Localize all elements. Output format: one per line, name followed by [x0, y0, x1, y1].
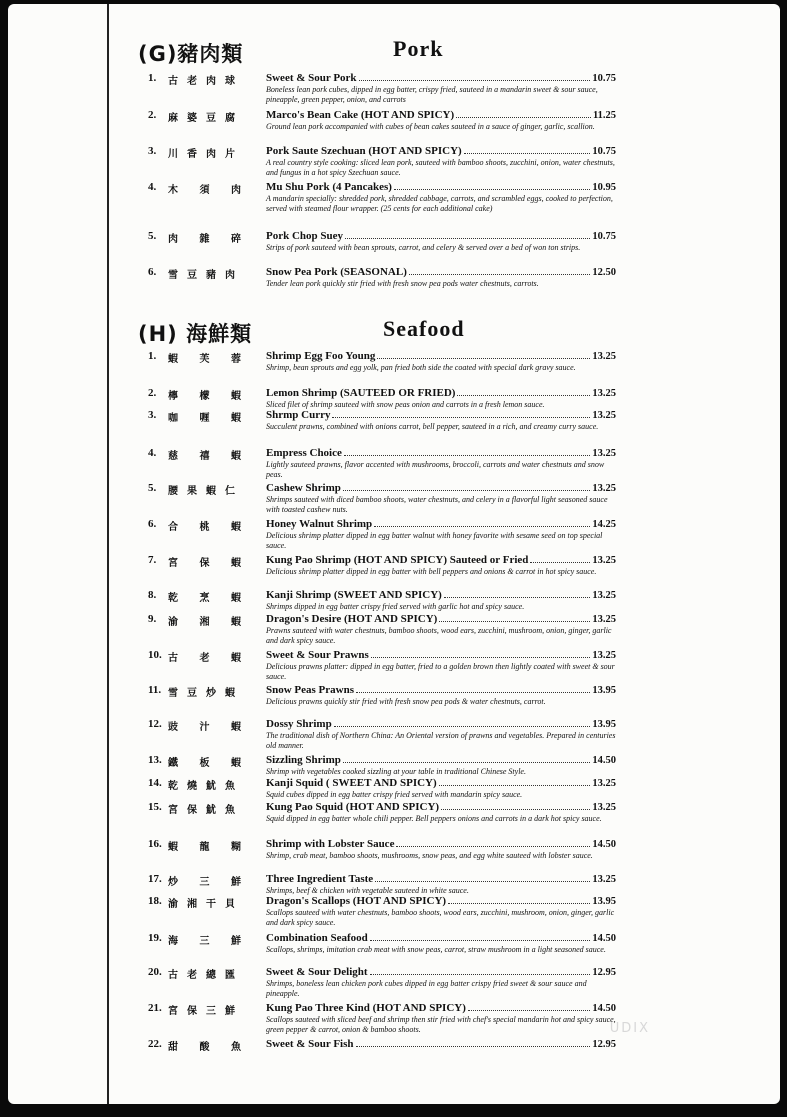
item-title-line: [266, 447, 616, 459]
item-price: 13.25: [592, 650, 616, 661]
dot-leader: [444, 596, 591, 598]
item-description: Delicious shrimp platter dipped in egg batter walnut with honey favorite with sesame seed on top special sauce.: [266, 531, 603, 550]
section-header: [138, 38, 658, 74]
item-price: 10.75: [592, 231, 616, 242]
item-name: Snow Peas Prawns: [266, 684, 355, 696]
watermark: UDIX: [609, 1021, 650, 1036]
item-price: 13.25: [592, 590, 616, 601]
dot-leader: [456, 116, 591, 118]
item-description: Scallops sauteed with water chestnuts, bamboo shoots, wood ears, zucchini, mushroom, onion, ginger, garlic and dark spicy sauce.: [266, 908, 615, 927]
item-number: 14.: [148, 777, 162, 789]
item-name-chinese: 咖 喱 蝦: [168, 413, 250, 424]
item-number: 3.: [148, 145, 157, 157]
item-name-chinese: 豉 汁 蝦: [168, 722, 250, 733]
item-title-line: [266, 895, 616, 907]
item-number: 22.: [148, 1038, 162, 1050]
item-name-chinese: 蝦 芙 蓉: [168, 354, 250, 365]
item-title-line: [266, 72, 616, 84]
item-price: 12.95: [592, 967, 616, 978]
item-name: Marco's Bean Cake (HOT AND SPICY): [266, 109, 455, 121]
item-name: Pork Saute Szechuan (HOT AND SPICY): [266, 145, 462, 157]
dot-leader: [344, 454, 590, 456]
item-title-line: [266, 266, 616, 278]
item-number: 6.: [148, 518, 157, 530]
section-header: [138, 318, 658, 354]
item-name: Dragon's Scallops (HOT AND SPICY): [266, 895, 447, 907]
item-description: Ground lean pork accompanied with cubes of bean cakes sauteed in a sauce of ginger, garlic, scallion.: [266, 122, 595, 131]
dot-leader: [464, 152, 591, 154]
item-name: Empress Choice: [266, 447, 342, 459]
item-name: Sweet & Sour Prawns: [266, 649, 369, 661]
item-description: Shrimp with vegetables cooked sizzling at your table in traditional Chinese Style.: [266, 767, 526, 776]
item-name-chinese: 鐵 板 蝦: [168, 758, 250, 769]
item-name-chinese: 宮保三鮮: [168, 1006, 244, 1017]
dot-leader: [394, 188, 590, 190]
item-name: Lemon Shrimp (SAUTEED OR FRIED): [266, 387, 456, 399]
dot-leader: [332, 416, 590, 418]
item-number: 12.: [148, 718, 162, 730]
item-title-line: [266, 409, 616, 421]
item-title-line: [266, 230, 616, 242]
item-number: 2.: [148, 387, 157, 399]
dot-leader: [343, 489, 591, 491]
item-number: 11.: [148, 684, 162, 696]
item-number: 13.: [148, 754, 162, 766]
item-price: 11.25: [592, 110, 616, 121]
item-name: Shrimp with Lobster Sauce: [266, 838, 395, 850]
item-title-line: [266, 838, 616, 850]
dot-leader: [356, 1045, 591, 1047]
item-price: 14.50: [592, 839, 616, 850]
item-name: Sweet & Sour Pork: [266, 72, 357, 84]
item-name-chinese: 雪豆炒蝦: [168, 688, 244, 699]
item-title-line: [266, 754, 616, 766]
dot-leader: [371, 656, 591, 658]
item-number: 8.: [148, 589, 157, 601]
item-price: 14.25: [592, 519, 616, 530]
item-number: 18.: [148, 895, 162, 907]
item-name: Kung Pao Squid (HOT AND SPICY): [266, 801, 440, 813]
item-description: The traditional dish of Northern China: An Oriental version of prawns and vegetables. Prepared in centuries old manner.: [266, 731, 616, 750]
item-description: Prawns sauteed with water chestnuts, bamboo shoots, wood ears, zucchini, mushroom, onion, ginger, garlic and dark spicy sauce.: [266, 626, 612, 645]
item-title-line: [266, 387, 616, 399]
item-title-line: [266, 350, 616, 362]
item-name-chinese: 海 三 鮮: [168, 936, 250, 947]
item-title-line: [266, 1002, 616, 1014]
item-price: 13.95: [592, 896, 616, 907]
item-price: 13.25: [592, 802, 616, 813]
item-name-chinese: 肉 雜 碎: [168, 234, 250, 245]
item-number: 5.: [148, 482, 157, 494]
item-description: Shrimps, beef & chicken with vegetable sauteed in white sauce.: [266, 886, 469, 895]
dot-leader: [396, 845, 590, 847]
item-description: Squid dipped in egg batter whole chili pepper. Bell peppers onions and carrots in a dark hot spicy sauce.: [266, 814, 602, 823]
item-name-chinese: 檸 檬 蝦: [168, 391, 250, 402]
item-number: 17.: [148, 873, 162, 885]
item-name-chinese: 古老肉球: [168, 76, 244, 87]
item-title-line: [266, 554, 616, 566]
item-description: Shrimps, boneless lean chicken pork cubes dipped in egg batter crispy fried sweet & sour sauce and pineapple.: [266, 979, 587, 998]
item-number: 10.: [148, 649, 162, 661]
item-description: Squid cubes dipped in egg batter crispy fried served with mandarin spicy sauce.: [266, 790, 523, 799]
item-name: Snow Pea Pork (SEASONAL): [266, 266, 407, 278]
item-price: 10.95: [592, 182, 616, 193]
item-name-chinese: 木 須 肉: [168, 185, 250, 196]
item-name: Dragon's Desire (HOT AND SPICY): [266, 613, 438, 625]
item-name: Cashew Shrimp: [266, 482, 341, 494]
item-number: 21.: [148, 1002, 162, 1014]
dot-leader: [375, 880, 590, 882]
item-price: 12.50: [592, 267, 616, 278]
dot-leader: [370, 973, 591, 975]
item-name-chinese: 古老總匯: [168, 970, 244, 981]
item-number: 4.: [148, 447, 157, 459]
item-price: 14.50: [592, 933, 616, 944]
item-name: Shrimp Egg Foo Young: [266, 350, 376, 362]
section-title-chinese: (G)豬肉類: [138, 42, 244, 66]
item-description: Lightly sauteed prawns, flavor accented with mushrooms, broccoli, carrots and water chestnuts and snow peas.: [266, 460, 605, 479]
item-price: 13.25: [592, 483, 616, 494]
item-number: 1.: [148, 72, 157, 84]
item-name-chinese: 合 桃 蝦: [168, 522, 250, 533]
item-name-chinese: 渝 湘 蝦: [168, 617, 250, 628]
item-title-line: [266, 718, 616, 730]
item-name: Honey Walnut Shrimp: [266, 518, 373, 530]
item-name: Shrmp Curry: [266, 409, 331, 421]
item-price: 13.95: [592, 685, 616, 696]
item-description: Shrimp, bean sprouts and egg yolk, pan fried both side the coated with special dark gravy sauce.: [266, 363, 576, 372]
item-name-chinese: 腰果蝦仁: [168, 486, 244, 497]
section-title-english: Pork: [393, 36, 444, 61]
item-price: 14.50: [592, 1003, 616, 1014]
item-number: 1.: [148, 350, 157, 362]
dot-leader: [370, 939, 591, 941]
item-title-line: [266, 1038, 616, 1050]
item-description: A mandarin specially: shredded pork, shredded cabbage, carrots, and scrambled eggs, cooked to perfection, served with steamed flour wrapper. (25 cents for each additional cake): [266, 194, 613, 213]
dot-leader: [439, 620, 590, 622]
dot-leader: [439, 784, 591, 786]
item-title-line: [266, 873, 616, 885]
item-number: 4.: [148, 181, 157, 193]
dot-leader: [343, 761, 591, 763]
item-title-line: [266, 966, 616, 978]
dot-leader: [409, 273, 591, 275]
item-description: Delicious prawns quickly stir fried with fresh snow pea pods & water chestnuts, carrot.: [266, 697, 546, 706]
item-description: Strips of pork sauteed with bean sprouts, carrot, and celery & served over a bed of won ton strips.: [266, 243, 581, 252]
item-name: Sweet & Sour Fish: [266, 1038, 354, 1050]
item-description: Boneless lean pork cubes, dipped in egg batter, crispy fried, sauteed in a mandarin sweet & sour sauce, pineapple, green pepper, onion, and carrots: [266, 85, 598, 104]
menu-page: [8, 4, 780, 1104]
dot-leader: [530, 561, 590, 563]
item-name-chinese: 炒 三 鮮: [168, 877, 250, 888]
item-number: 6.: [148, 266, 157, 278]
dot-leader: [448, 902, 590, 904]
dot-leader: [356, 691, 590, 693]
item-title-line: [266, 109, 616, 121]
item-name: Kanji Shrimp (SWEET AND SPICY): [266, 589, 442, 601]
item-name-chinese: 川香肉片: [168, 149, 244, 160]
dot-leader: [345, 237, 590, 239]
item-number: 5.: [148, 230, 157, 242]
item-name-chinese: 雪豆豬肉: [168, 270, 244, 281]
dot-leader: [377, 357, 590, 359]
dot-leader: [359, 79, 591, 81]
item-title-line: [266, 613, 616, 625]
item-name: Three Ingredient Taste: [266, 873, 374, 885]
item-price: 13.25: [592, 555, 616, 566]
item-description: Tender lean pork quickly stir fried with fresh snow pea pods water chestnuts, carrots.: [266, 279, 539, 288]
item-number: 20.: [148, 966, 162, 978]
item-price: 13.25: [592, 410, 616, 421]
item-name-chinese: 蝦 龍 糊: [168, 842, 250, 853]
item-description: Scallops sauteed with sliced beef and shrimp then stir fried with chef's special mandarin hot and spicy sauce, green pepper & carrot, onion & bamboo shoots.: [266, 1015, 616, 1034]
item-name: Dossy Shrimp: [266, 718, 332, 730]
item-title-line: [266, 684, 616, 696]
item-description: Shrimp, crab meat, bamboo shoots, mushrooms, snow peas, and egg white sauteed with lobster sauce.: [266, 851, 593, 860]
item-title-line: [266, 145, 616, 157]
item-price: 10.75: [592, 73, 616, 84]
item-price: 13.25: [592, 448, 616, 459]
item-description: Shrimps sauteed with diced bamboo shoots, water chestnuts, and celery in a flavorful light seasoned sauce with toasted cashew nuts.: [266, 495, 608, 514]
dot-leader: [441, 808, 590, 810]
item-title-line: [266, 518, 616, 530]
item-number: 19.: [148, 932, 162, 944]
item-description: Sliced filet of shrimp sauteed with snow peas onion and carrots in a fresh lemon sauce.: [266, 400, 545, 409]
item-name: Kanji Squid ( SWEET AND SPICY): [266, 777, 437, 789]
item-name: Kung Pao Three Kind (HOT AND SPICY): [266, 1002, 466, 1014]
item-title-line: [266, 777, 616, 789]
item-name-chinese: 甜 酸 魚: [168, 1042, 250, 1053]
item-name: Kung Pao Shrimp (HOT AND SPICY) Sauteed or Fried: [266, 554, 529, 566]
page-divider: [107, 4, 109, 1104]
item-title-line: [266, 649, 616, 661]
item-name-chinese: 麻婆豆腐: [168, 113, 244, 124]
item-price: 13.25: [592, 874, 616, 885]
item-name: Mu Shu Pork (4 Pancakes): [266, 181, 392, 193]
item-description: Scallops, shrimps, imitation crab meat with snow peas, carrot, straw mushroom in a light seasoned sauce.: [266, 945, 606, 954]
item-name: Combination Seafood: [266, 932, 368, 944]
item-number: 7.: [148, 554, 157, 566]
section-title-chinese: (H) 海鮮類: [138, 322, 253, 346]
item-name-chinese: 慈 禧 蝦: [168, 451, 250, 462]
item-number: 2.: [148, 109, 157, 121]
item-name-chinese: 宮保魷魚: [168, 805, 244, 816]
item-price: 13.25: [592, 778, 616, 789]
item-price: 13.25: [592, 614, 616, 625]
item-name-chinese: 乾 烹 蝦: [168, 593, 250, 604]
item-name: Sweet & Sour Delight: [266, 966, 368, 978]
item-name-chinese: 古 老 蝦: [168, 653, 250, 664]
item-name-chinese: 宮 保 蝦: [168, 558, 250, 569]
item-title-line: [266, 589, 616, 601]
item-number: 9.: [148, 613, 157, 625]
item-name-chinese: 渝湘干貝: [168, 899, 244, 910]
item-name-chinese: 乾燒魷魚: [168, 781, 244, 792]
item-description: Delicious shrimp platter dipped in egg batter with bell peppers and onions & carrot in hot spicy sauce.: [266, 567, 597, 576]
item-number: 15.: [148, 801, 162, 813]
dot-leader: [334, 725, 591, 727]
item-price: 12.95: [592, 1039, 616, 1050]
item-title-line: [266, 932, 616, 944]
item-number: 16.: [148, 838, 162, 850]
item-title-line: [266, 482, 616, 494]
item-name: Sizzling Shrimp: [266, 754, 341, 766]
item-price: 10.75: [592, 146, 616, 157]
item-price: 13.25: [592, 351, 616, 362]
section-title-english: Seafood: [383, 316, 465, 341]
item-price: 13.95: [592, 719, 616, 730]
dot-leader: [457, 394, 590, 396]
dot-leader: [468, 1009, 591, 1011]
item-description: A real country style cooking: sliced lean pork, sauteed with bamboo shoots, zucchini, onion, water chestnuts, and fungus in a hot spicy Szechuan sauce.: [266, 158, 615, 177]
item-description: Shrimps dipped in egg batter crispy fried served with garlic hot and spicy sauce.: [266, 602, 525, 611]
item-number: 3.: [148, 409, 157, 421]
dot-leader: [374, 525, 590, 527]
item-price: 14.50: [592, 755, 616, 766]
item-description: Delicious prawns platter: dipped in egg batter, fried to a golden brown then lightly coated with sweet & sour sauce.: [266, 662, 615, 681]
item-price: 13.25: [592, 388, 616, 399]
item-description: Succulent prawns, combined with onions carrot, bell pepper, sauteed in a rich, and creamy curry sauce.: [266, 422, 599, 431]
item-name: Pork Chop Suey: [266, 230, 344, 242]
item-title-line: [266, 801, 616, 813]
item-title-line: [266, 181, 616, 193]
